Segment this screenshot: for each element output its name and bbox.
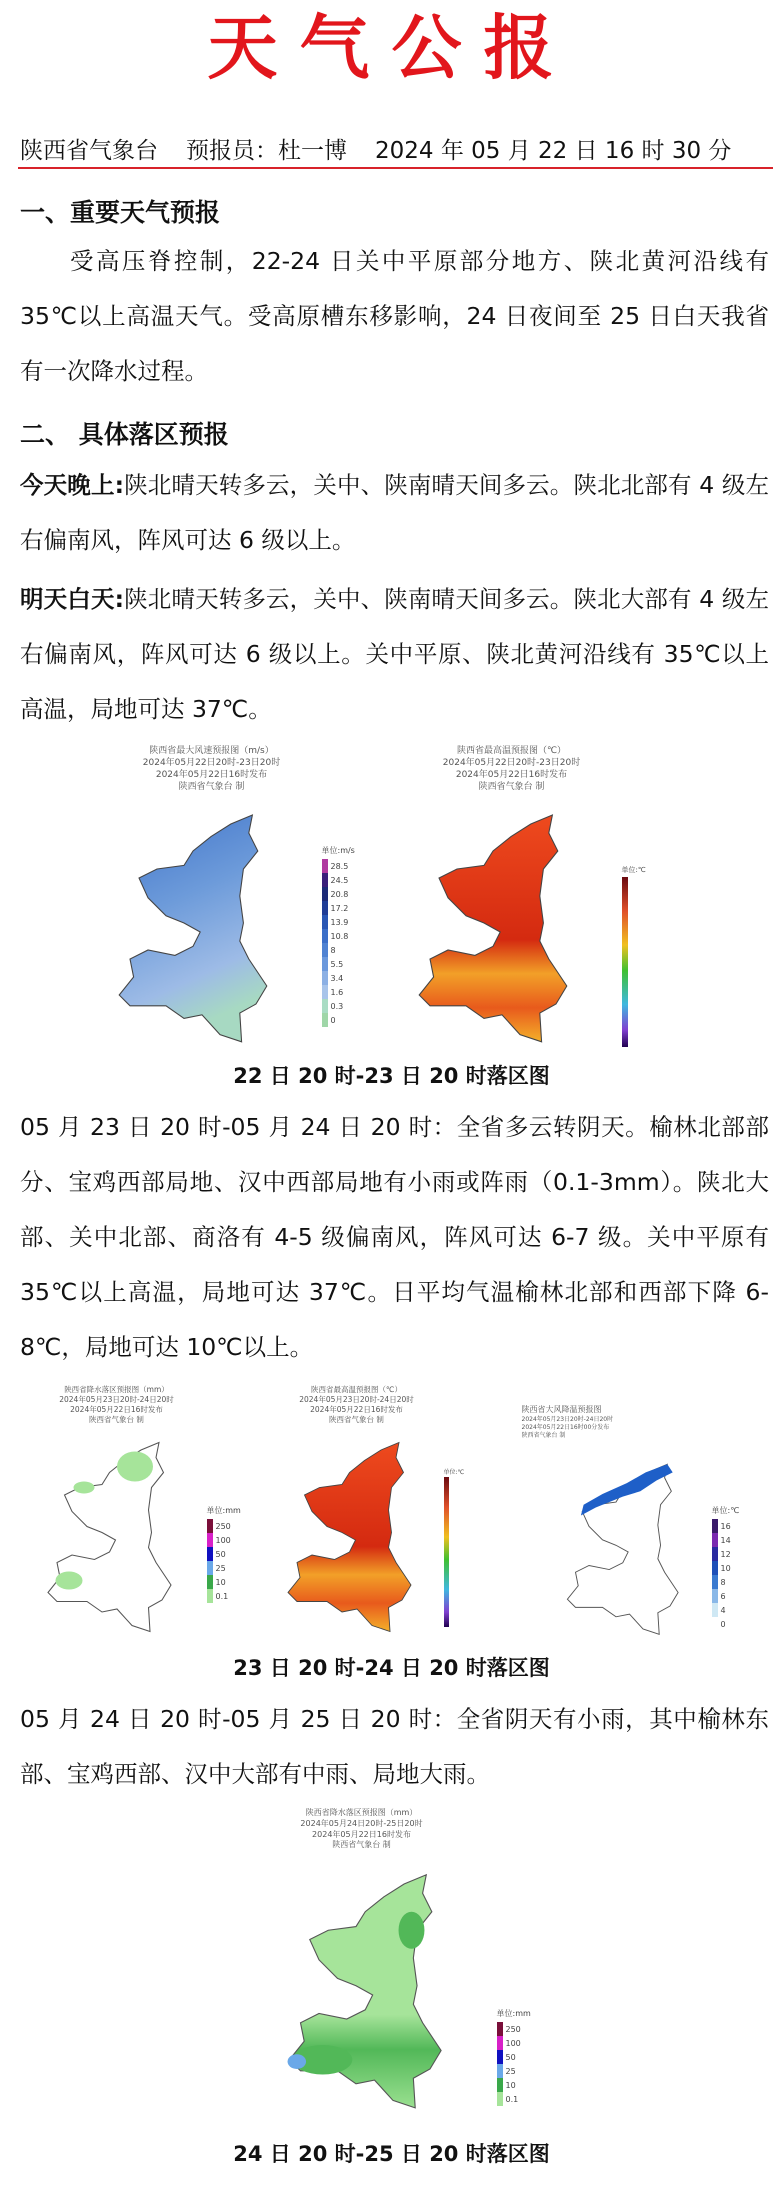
- legend-label: 100: [215, 1535, 231, 1545]
- legend-swatch: [322, 915, 328, 929]
- legend-label: 50: [215, 1549, 226, 1559]
- map-title: 陕西省最大风速预报图（m/s）: [149, 746, 274, 756]
- period3-forecast: 05 月 24 日 20 时-05 月 25 日 20 时：全省阴天有小雨，其中榆林东部、宝鸡西部、汉中大部有中雨、局地大雨。: [20, 1705, 769, 1788]
- shaanxi-map-cooling: [562, 1463, 697, 1641]
- legend-label: 250: [215, 1521, 231, 1531]
- legend-item: [497, 2092, 531, 2106]
- legend-item: [322, 971, 355, 985]
- legend-item: [322, 887, 355, 901]
- legend-item: [497, 2064, 531, 2078]
- wind-map: [92, 745, 392, 1060]
- map-issued: 2024年05月22日16时发布: [70, 1405, 163, 1415]
- legend-swatch: [712, 1561, 718, 1575]
- map-issued: 2024年05月22日16时发布: [455, 770, 568, 781]
- temperature-color-scale: [622, 877, 628, 1047]
- map-title-block: [392, 745, 632, 794]
- legend-item: [207, 1533, 241, 1547]
- map-issued: 2024年05月22日16时发布: [155, 770, 268, 781]
- legend-swatch: [322, 971, 328, 985]
- legend-label: 0: [720, 1619, 726, 1629]
- legend-swatch: [497, 2036, 503, 2050]
- legend-item: [712, 1547, 740, 1561]
- legend-label: 13.9: [330, 917, 349, 927]
- legend-item: [322, 915, 355, 929]
- legend-swatch: [207, 1547, 213, 1561]
- legend-swatch: [322, 1013, 328, 1027]
- legend: [322, 845, 355, 1027]
- legend-label: 4: [720, 1605, 726, 1615]
- map-maker: 陕西省气象台 制: [478, 782, 545, 793]
- tomorrow-text: 陕北晴天转多云，关中、陕南晴天间多云。陕北大部有 4 级左右偏南风，阵风可达 6 级以上。关中平原、陕北黄河沿线有 35℃以上高温，局地可达 37℃。: [20, 585, 770, 723]
- legend-label: 10: [215, 1577, 226, 1587]
- legend-swatch: [497, 2050, 503, 2064]
- map-title: 陕西省降水落区预报图（mm）: [64, 1385, 169, 1394]
- legend-item: [207, 1561, 241, 1575]
- legend-item: [322, 873, 355, 887]
- map-title-block: [92, 745, 332, 794]
- legend-swatch: [322, 985, 328, 999]
- agency-name: 陕西省气象台: [20, 138, 158, 164]
- legend-label: 24.5: [330, 875, 349, 885]
- map-range: 2024年05月23日20时-24日20时: [521, 1415, 614, 1423]
- legend-item: [712, 1589, 740, 1603]
- map-issued: 2024年05月22日16时发布: [312, 1829, 411, 1839]
- tonight-text: 陕北晴天转多云，关中、陕南晴天间多云。陕北北部有 4 级左右偏南风，阵风可达 6 级以上。: [20, 471, 770, 554]
- legend: [497, 2008, 531, 2106]
- legend-label: 17.2: [330, 903, 349, 913]
- legend-label: 100: [505, 2038, 521, 2048]
- tomorrow-label: 明天白天:: [20, 585, 124, 613]
- legend-label: 50: [505, 2052, 516, 2062]
- map-title: 陕西省降水落区预报图（mm）: [305, 1808, 418, 1817]
- shaanxi-map-temperature: [412, 807, 592, 1057]
- map-title-block: [272, 1385, 442, 1426]
- legend-label: 6: [720, 1591, 726, 1601]
- map-title-block: [262, 1808, 462, 1851]
- section-heading-important: 一、重要天气预报: [20, 198, 221, 227]
- shaanxi-map-precipitation: [282, 1870, 467, 2120]
- figure-1: [0, 745, 783, 1060]
- legend-item: [322, 999, 355, 1013]
- temperature-color-scale: [444, 1477, 449, 1627]
- legend-item: [322, 957, 355, 971]
- max-temperature-map: [272, 1385, 512, 1645]
- legend-swatch: [322, 943, 328, 957]
- legend-item: [322, 901, 355, 915]
- legend-item: [207, 1575, 241, 1589]
- legend-label: 25: [215, 1563, 226, 1573]
- legend-swatch: [712, 1603, 718, 1617]
- legend-swatch: [322, 901, 328, 915]
- legend-unit: 单位:m/s: [321, 846, 355, 855]
- legend-unit: 单位:mm: [496, 2009, 531, 2018]
- legend: [712, 1505, 740, 1631]
- legend-label: 0: [330, 1015, 336, 1025]
- legend-swatch: [322, 957, 328, 971]
- section1-paragraph: 受高压脊控制，22-24 日关中平原部分地方、陕北黄河沿线有 35℃以上高温天气。受高原槽东移影响，24 日夜间至 25 日白天我省有一次降水过程。: [20, 247, 769, 385]
- precipitation-map: [32, 1385, 272, 1645]
- legend-item: [322, 929, 355, 943]
- legend-label: 8: [720, 1577, 726, 1587]
- tonight-forecast: [20, 458, 769, 568]
- legend-label: 10: [505, 2080, 516, 2090]
- legend-item: [497, 2036, 531, 2050]
- legend-swatch: [712, 1519, 718, 1533]
- legend-swatch: [322, 929, 328, 943]
- legend-item: [322, 859, 355, 873]
- shaanxi-map-temperature: [282, 1440, 432, 1640]
- legend-item: [322, 943, 355, 957]
- map-issued: 2024年05月22日16时发布: [310, 1405, 403, 1415]
- legend-label: 3.4: [330, 973, 344, 983]
- legend-label: 10: [720, 1563, 731, 1573]
- map-range: 2024年05月23日20时-24日20时: [299, 1395, 414, 1405]
- legend-item: [497, 2022, 531, 2036]
- legend-label: 10.8: [330, 931, 349, 941]
- legend-label: 12: [720, 1549, 731, 1559]
- forecaster: 预报员：杜一博: [186, 138, 347, 164]
- legend-item: [712, 1519, 740, 1533]
- legend-swatch: [497, 2022, 503, 2036]
- legend-label: 8: [330, 945, 336, 955]
- map-maker: 陕西省气象台 制: [332, 1840, 391, 1850]
- document-title: 天气公报: [207, 7, 576, 89]
- figure-3: [0, 1808, 783, 2128]
- legend-unit: 单位:mm: [206, 1506, 241, 1515]
- map-range: 2024年05月22日20时-23日20时: [142, 758, 281, 769]
- legend-swatch: [322, 873, 328, 887]
- legend-swatch: [322, 859, 328, 873]
- map-title: 陕西省最高温预报图（℃）: [311, 1385, 402, 1394]
- legend-label: 0.3: [330, 1001, 344, 1011]
- legend-label: 14: [720, 1535, 731, 1545]
- shaanxi-map-precipitation: [42, 1440, 192, 1640]
- legend-swatch: [497, 2064, 503, 2078]
- legend-item: [712, 1533, 740, 1547]
- legend-swatch: [207, 1519, 213, 1533]
- legend-swatch: [712, 1617, 718, 1631]
- legend-swatch: [207, 1533, 213, 1547]
- legend-swatch: [207, 1561, 213, 1575]
- map-maker: 陕西省气象台 制: [178, 782, 245, 793]
- legend: [207, 1505, 241, 1603]
- legend-item: [497, 2078, 531, 2092]
- map-title: 陕西省最高温预报图（℃）: [456, 746, 567, 756]
- header-divider: [18, 167, 773, 169]
- map-title-block: [522, 1405, 614, 1440]
- legend-label: 1.6: [330, 987, 344, 997]
- map-range: 2024年05月22日20时-23日20时: [442, 758, 581, 769]
- issue-datetime: 2024 年 05 月 22 日 16 时 30 分: [375, 138, 732, 164]
- shaanxi-map-wind: [112, 807, 292, 1057]
- legend-label: 16: [720, 1521, 731, 1531]
- legend-unit: 单位:℃: [621, 866, 646, 874]
- map-title-block: [32, 1385, 202, 1426]
- section-heading-detailed: 二、 具体落区预报: [20, 420, 229, 449]
- tonight-label: 今天晚上:: [20, 471, 124, 499]
- max-temperature-map: [392, 745, 692, 1060]
- figure-2-caption: 23 日 20 时-24 日 20 时落区图: [233, 1656, 550, 1680]
- legend-item: [497, 2050, 531, 2064]
- figure-1-caption: 22 日 20 时-23 日 20 时落区图: [233, 1064, 550, 1088]
- legend-item: [322, 985, 355, 999]
- legend-label: 0.1: [505, 2094, 519, 2104]
- legend-item: [712, 1575, 740, 1589]
- legend-swatch: [712, 1575, 718, 1589]
- legend-item: [712, 1603, 740, 1617]
- figure-2: [0, 1385, 783, 1645]
- legend-item: [207, 1589, 241, 1603]
- legend-swatch: [322, 999, 328, 1013]
- legend-swatch: [712, 1533, 718, 1547]
- tomorrow-forecast: [20, 572, 769, 737]
- precipitation-map: [262, 1808, 562, 2128]
- legend-swatch: [207, 1589, 213, 1603]
- legend-label: 20.8: [330, 889, 349, 899]
- legend-swatch: [322, 887, 328, 901]
- map-range: 2024年05月23日20时-24日20时: [59, 1395, 174, 1405]
- figure-3-caption: 24 日 20 时-25 日 20 时落区图: [233, 2142, 550, 2166]
- map-maker: 陕西省气象台 制: [521, 1431, 566, 1439]
- legend-label: 250: [505, 2024, 521, 2034]
- legend-item: [712, 1617, 740, 1631]
- legend-item: [322, 1013, 355, 1027]
- legend-swatch: [207, 1575, 213, 1589]
- legend-label: 0.1: [215, 1591, 229, 1601]
- legend-swatch: [497, 2092, 503, 2106]
- legend-label: 5.5: [330, 959, 344, 969]
- legend-swatch: [497, 2078, 503, 2092]
- map-range: 2024年05月24日20时-25日20时: [300, 1818, 423, 1828]
- legend-label: 28.5: [330, 861, 349, 871]
- gale-cooling-map: [512, 1385, 752, 1645]
- legend-item: [207, 1547, 241, 1561]
- legend-unit: 单位:℃: [443, 1469, 465, 1476]
- legend-unit: 单位:℃: [711, 1506, 740, 1515]
- legend-swatch: [712, 1547, 718, 1561]
- map-issued: 2024年05月22日16时00分发布: [521, 1423, 610, 1431]
- legend-swatch: [712, 1589, 718, 1603]
- map-maker: 陕西省气象台 制: [329, 1415, 384, 1425]
- map-title: 陕西省大风降温预报图: [521, 1405, 602, 1414]
- bulletin-header: [20, 136, 771, 168]
- legend-item: [712, 1561, 740, 1575]
- period2-forecast: 05 月 23 日 20 时-05 月 24 日 20 时：全省多云转阴天。榆林北部部分、宝鸡西部局地、汉中西部局地有小雨或阵雨（0.1-3mm）。陕北大部、关中北部、商洛有 4-5 级偏南风，阵风可达 6-7 级。关中平原有 35℃以上高温，局地可达 37℃。日平均气温榆林北部和西部下降 6-8℃，局地可达 10℃以上。: [20, 1113, 769, 1361]
- map-maker: 陕西省气象台 制: [89, 1415, 144, 1425]
- legend-label: 25: [505, 2066, 516, 2076]
- legend-item: [207, 1519, 241, 1533]
